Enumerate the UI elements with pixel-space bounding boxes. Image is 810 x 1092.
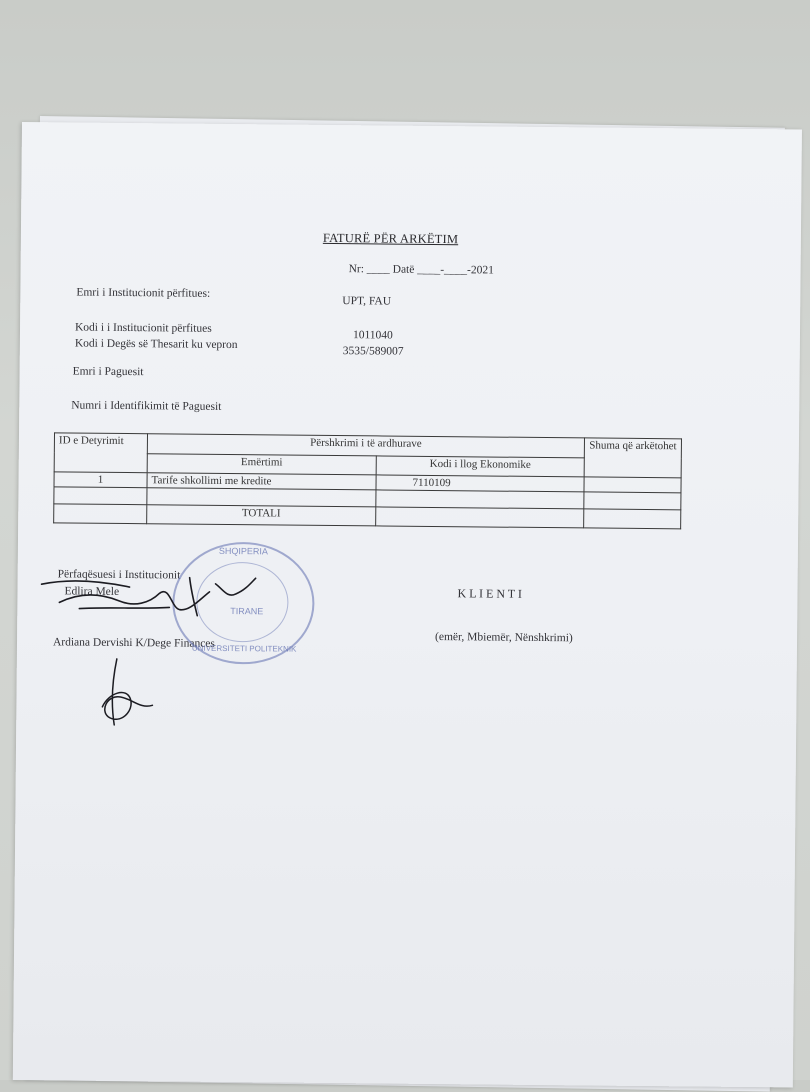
treasury-branch-value: 3535/589007 <box>342 345 404 358</box>
representative-signature <box>39 562 260 634</box>
subheader-name: Emërtimi <box>147 453 376 475</box>
beneficiary-name-label: Emri i Institucionit përfitues: <box>76 286 211 300</box>
income-table <box>53 432 682 529</box>
row-name <box>147 488 376 507</box>
invoice-page <box>13 122 802 1087</box>
stamp-city: TIRANE <box>230 606 264 617</box>
row-code <box>376 490 584 509</box>
total-amount <box>584 509 681 529</box>
stamp-bottom-text: UNIVERSITETI POLITEKNIK <box>191 643 297 654</box>
col-header-amount: Shuma që arkëtohet <box>584 438 681 478</box>
row-id <box>54 487 147 505</box>
col-header-description: Përshkrimi i të ardhurave <box>147 434 584 458</box>
document-title: FATURË PËR ARKËTIM <box>322 230 459 247</box>
beneficiary-code-value: 1011040 <box>352 329 393 342</box>
row-amount <box>584 492 681 510</box>
beneficiary-name-value: UPT, FAU <box>342 295 392 308</box>
finance-signature <box>86 653 177 734</box>
finance-signatory: Ardiana Dervishi K/Dege Finances <box>52 636 215 650</box>
total-label: TOTALI <box>147 505 376 526</box>
beneficiary-code-label: Kodi i i Institucionit përfitues <box>74 321 212 335</box>
row-name: Tarife shkollimi me kredite <box>147 473 376 490</box>
representative-title: Përfaqësuesi i Institucionit <box>57 568 181 582</box>
col-header-id: ID e Detyrimit <box>54 433 147 473</box>
treasury-branch-label: Kodi i Degës së Thesarit ku vepron <box>74 337 238 352</box>
payer-name-label: Emri i Paguesit <box>72 365 144 379</box>
representative-name: Edlira Mele <box>64 585 120 598</box>
client-note: (emër, Mbiemër, Nënshkrimi) <box>435 630 573 645</box>
client-title: K L I E N T I <box>457 586 522 601</box>
row-amount <box>584 477 681 493</box>
payer-id-label: Numri i Identifikimit të Paguesit <box>71 399 222 413</box>
number-date-line: Nr: ____ Datë ____-____-2021 <box>348 263 494 277</box>
subheader-code: Kodi i llog Ekonomike <box>376 455 584 476</box>
stamp-top-text: SHQIPERIA <box>218 545 268 557</box>
row-id: 1 <box>54 472 147 488</box>
row-code: 7110109 <box>376 475 584 492</box>
